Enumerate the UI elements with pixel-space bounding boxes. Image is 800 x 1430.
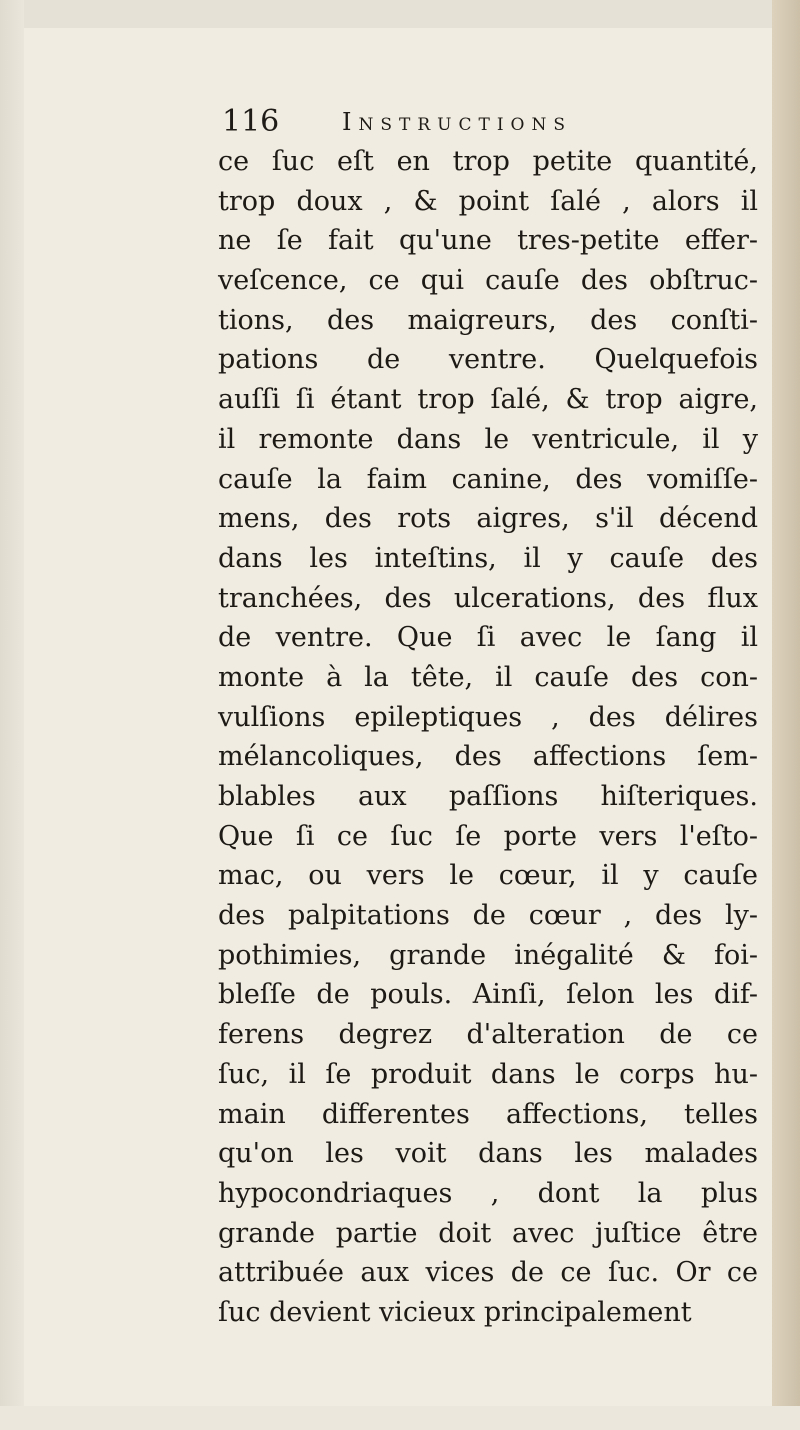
page-number: 116 <box>222 104 280 139</box>
text-line: tranchées, des ulcerations, des flux <box>218 582 758 614</box>
text-line: cauſe la faim canine, des vomiſſe- <box>218 463 758 495</box>
text-line: main differentes affections, telles <box>218 1098 758 1130</box>
text-line: ſuc devient vicieux principalement <box>218 1296 692 1328</box>
text-line: blables aux paſſions hiſteriques. <box>218 781 758 812</box>
running-head: Instructions <box>342 108 572 136</box>
text-line: mens, des rots aigres, s'il décend <box>218 503 758 535</box>
page-edge-left <box>0 0 24 1430</box>
body-text <box>218 142 758 1333</box>
text-line: de ventre. Que ſi avec le ſang il <box>218 622 758 654</box>
page-header <box>222 100 782 144</box>
text-line: ce ſuc eſt en trop petite quantité, <box>218 146 758 177</box>
page-edge-top <box>0 0 800 28</box>
text-line: veſcence, ce qui cauſe des obſtruc- <box>218 265 758 297</box>
text-line: Que ſi ce ſuc ſe porte vers l'eſto- <box>218 820 758 852</box>
text-line: mélancoliques, des affections ſem- <box>218 741 758 773</box>
text-line: des palpitations de cœur , des ly- <box>218 900 758 932</box>
text-line: mac, ou vers le cœur, il y cauſe <box>218 860 758 892</box>
text-line: dans les inteſtins, il y cauſe des <box>218 542 758 574</box>
text-line: pothimies, grande inégalité & foi- <box>218 939 758 971</box>
text-line: hypocondriaques , dont la plus <box>218 1177 758 1209</box>
text-line: tions, des maigreurs, des conſti- <box>218 304 758 336</box>
text-line: qu'on les voit dans les malades <box>218 1138 758 1170</box>
text-line: grande partie doit avec juſtice être <box>218 1217 758 1249</box>
text-line: ſuc, il ſe produit dans le corps hu- <box>218 1058 758 1090</box>
text-line: attribuée aux vices de ce ſuc. Or ce <box>218 1257 758 1289</box>
text-line: auſſi ſi étant trop ſalé, & trop aigre, <box>218 384 758 416</box>
text-line: ferens degrez d'alteration de ce <box>218 1019 758 1051</box>
text-line: il remonte dans le ventricule, il y <box>218 423 758 455</box>
page-edge-bottom <box>0 1406 800 1430</box>
text-line: trop doux , & point ſalé , alors il <box>218 185 758 217</box>
text-line: vulſions epileptiques , des délires <box>218 701 758 733</box>
page-edge-right <box>772 0 800 1430</box>
text-line: ne ſe fait qu'une tres-petite effer- <box>218 225 758 257</box>
text-line: bleſſe de pouls. Ainſi, ſelon les dif- <box>218 979 758 1011</box>
text-line: monte à la tête, il cauſe des con- <box>218 661 758 693</box>
text-line: pations de ventre. Quelquefois <box>218 344 758 376</box>
